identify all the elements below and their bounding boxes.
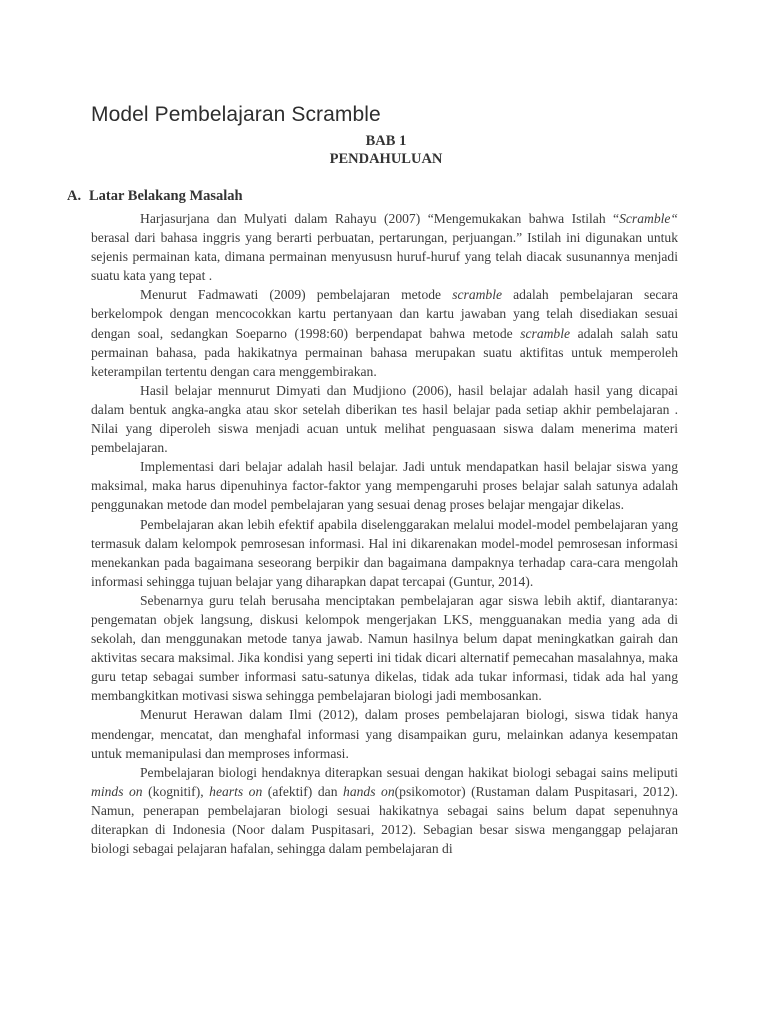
section-letter: A. (67, 188, 82, 204)
text-run: berasal dari bahasa inggris yang berarti perbuatan, pertarungan, perjuangan.” Istilah ini digunakan untuk sejenis permainan kata, dimana permainan menyususn huruf-huruf yang telah diacak susunannya menjadi suatu kata yang tepat . (91, 230, 678, 284)
italic-term: scramble (520, 325, 571, 341)
text-run: (psikomotor) (Rustaman dalam Puspitasari, 2012). Namun, penerapan pembelajaran biologi sesuai hakikatnya sebagai sains belum dapat sepenuhnya diterapkan di Indonesia (Noor dalam Puspitasari, 2012). Sebagian besar siswa menganggap pelajaran biologi sebagai pelajaran hafalan, sehingga dalam pembelajaran di (91, 783, 678, 857)
section-heading-text: Latar Belakang Masalah (89, 188, 243, 204)
paragraph (91, 763, 678, 858)
text-run: Implementasi dari belajar adalah hasil belajar. Jadi untuk mendapatkan hasil belajar siswa yang maksimal, maka harus dipenuhinya factor-faktor yang mempengaruhi proses belajar salah satunya adalah penggunakan metode dan model pembelajaran yang sesuai denag proses belajar mengajar dikelas. (91, 459, 678, 513)
text-run: Harjasurjana dan Mulyati dalam Rahayu (2007) “Mengemukakan bahwa Istilah “ (140, 211, 620, 226)
text-run: (kognitif), (142, 783, 210, 799)
paragraph (91, 209, 678, 285)
text-run: adalah salah satu permainan bahasa, pada hakikatnya permainan bahasa merupakan suatu aktifitas untuk memperoleh keterampilan tertentu dengan cara menggembirakan. (91, 325, 678, 379)
italic-term: Scramble“ (619, 211, 678, 226)
italic-term: minds on (91, 783, 143, 799)
chapter-number: BAB 1 (365, 133, 407, 149)
text-run: Pembelajaran akan lebih efektif apabila diselenggarakan melalui model-model pembelajaran yang termasuk dalam kelompok pemrosesan informasi. Hal ini dikarenakan model-model pemrosesan informasi menekankan pada bagaimana seseorang berpikir dan bagaimana dampaknya terhadap cara-cara mengolah informasi sehingga tujuan belajar yang diharapkan dapat tercapai (Guntur, 2014). (91, 516, 678, 589)
paragraph (91, 381, 678, 457)
italic-term: hearts on (209, 783, 263, 799)
text-run: Pembelajaran biologi hendaknya diterapkan sesuai dengan hakikat biologi sebagai sains meliputi (140, 764, 678, 780)
text-run: Sebenarnya guru telah berusaha menciptakan pembelajaran agar siswa lebih aktif, diantaranya: pengematan objek langsung, diskusi kelompok mengerjakan LKS, mengguanakan media yang ada di sekolah, dan menggunakan metode tanya jawab. Namun hasilnya belum dapat meningkatkan gairah dan aktivitas secara maksimal. Jika kondisi yang seperti ini tidak dicari alternatif pemecahan masalahnya, maka guru tetap sebagai sumber informasi satu-satunya dikelas, tidak ada tukar informasi, tidak ada hal yang membangkitkan motivasi siswa sehingga pembelajaran biologi jadi membosankan. (91, 592, 678, 704)
italic-term: hands on (343, 783, 395, 799)
paragraph (91, 591, 678, 706)
paragraph (91, 705, 678, 762)
text-run: adalah pembelajaran secara berkelompok dengan mencocokkan kartu pertanyaan dan kartu jawaban yang telah disediakan sesuai dengan soal, sedangkan Soeparno (1998:60) berpendapat bahwa metode (91, 287, 678, 341)
section-heading (67, 188, 243, 205)
document-title: Model Pembelajaran Scramble (91, 103, 381, 126)
italic-term: scramble (452, 287, 503, 303)
text-run: Menurut Herawan dalam Ilmi (2012), dalam proses pembelajaran biologi, siswa tidak hanya mendengar, mencatat, dan menghafal informasi yang disampaikan guru, melainkan adanya kesempatan untuk memanipulasi dan memproses informasi. (91, 707, 678, 761)
paragraph (91, 285, 678, 380)
text-run: (afektif) dan (262, 783, 344, 799)
text-run: Hasil belajar mennurut Dimyati dan Mudjiono (2006), hasil belajar adalah hasil yang dicapai dalam bentuk angka-angka atau skor setelah diberikan tes hasil belajar pada setiap akhir pembelajaran . Nilai yang diperoleh siswa menjadi acuan untuk melihat penguasaan siswa dalam menerima materi pembelajaran. (91, 382, 678, 456)
body-text (91, 209, 678, 858)
paragraph (91, 515, 678, 591)
chapter-title: PENDAHULUAN (329, 151, 443, 167)
text-run: Menurut Fadmawati (2009) pembelajaran metode (140, 287, 453, 303)
paragraph (91, 457, 678, 514)
